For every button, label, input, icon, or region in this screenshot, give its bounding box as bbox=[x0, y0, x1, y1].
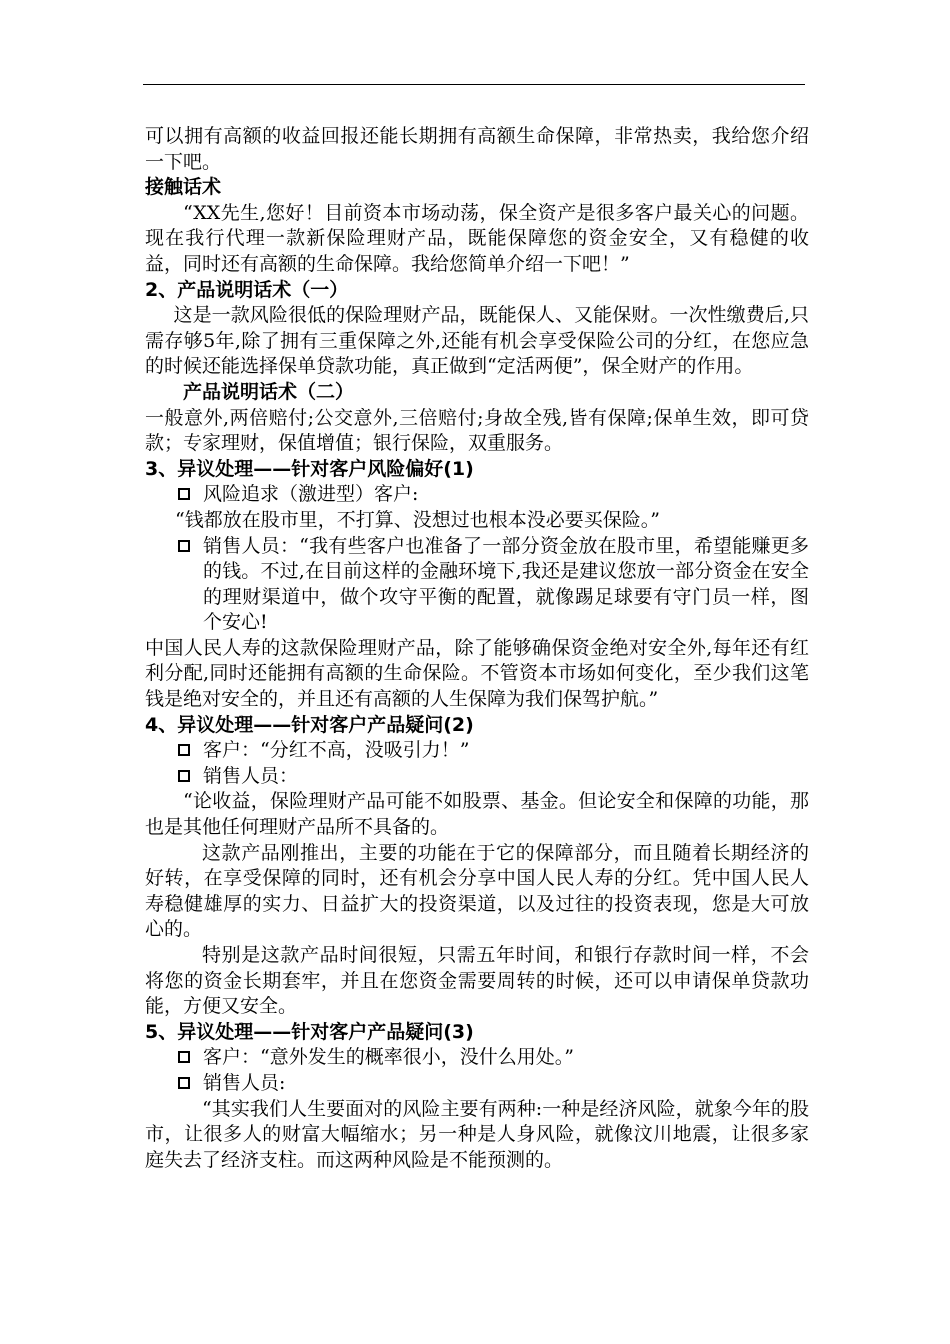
body-paragraph: 一般意外,两倍赔付;公交意外,三倍赔付;身故全残,皆有保障;保单生效，即可贷款；专家理财，保值增值；银行保险，双重服务。 bbox=[145, 406, 809, 455]
section-heading: 2、产品说明话术（一） bbox=[145, 278, 349, 301]
body-paragraph: 这是一款风险很低的保险理财产品，既能保人、又能保财。一次性缴费后,只需存够5年,除了拥有三重保障之外,还能有机会享受保险公司的分红，在您应急的时候还能选择保单贷款功能，真正做到“定活两便”，保全财产的作用。 bbox=[145, 304, 809, 378]
list-item: 销售人员：“我有些客户也准备了一部分资金放在股市里，希望能赚更多的钱。不过,在目前这样的金融环境下,我还是建议您放一部分资金在安全的理财渠道中，做个攻守平衡的配置，就像踢足球要有守门员一样，图个安心! bbox=[145, 534, 809, 636]
list-item: 客户：“分红不高，没吸引力！” bbox=[145, 738, 809, 764]
body-paragraph: 可以拥有高额的收益回报还能长期拥有高额生命保障，非常热卖，我给您介绍一下吧。 bbox=[145, 125, 809, 173]
list-item: 销售人员： bbox=[145, 764, 809, 790]
section-heading: 接触话术 bbox=[145, 176, 222, 199]
document-body bbox=[145, 124, 809, 1173]
checkbox-bullet-icon bbox=[178, 540, 190, 552]
body-paragraph: 特别是这款产品时间很短，只需五年时间，和银行存款时间一样，不会将您的资金长期套牢，并且在您资金需要周转的时候，还可以申请保单贷款功能，方便又安全。 bbox=[145, 944, 809, 1018]
list-item: 客户：“意外发生的概率很小，没什么用处。” bbox=[145, 1045, 809, 1071]
body-paragraph: “XX先生,您好！目前资本市场动荡，保全资产是很多客户最关心的问题。现在我行代理一款新保险理财产品，既能保障您的资金安全，又有稳健的收益，同时还有高额的生命保障。我给您简单介绍一下吧！” bbox=[145, 201, 809, 275]
checkbox-bullet-icon bbox=[178, 488, 190, 500]
list-item: 风险追求（激进型）客户: bbox=[145, 482, 809, 508]
body-paragraph: 这款产品刚推出，主要的功能在于它的保障部分，而且随着长期经济的好转，在享受保障的同时，还有机会分享中国人民人寿的分红。凭中国人民人寿稳健雄厚的实力、日益扩大的投资渠道，以及过往的投资表现，您是大可放心的。 bbox=[145, 841, 809, 941]
body-paragraph: 中国人民人寿的这款保险理财产品，除了能够确保资金绝对安全外,每年还有红利分配,同时还能拥有高额的生命保险。不管资本市场如何变化，至少我们这笔钱是绝对安全的，并且还有高额的人生保障为我们保驾护航。” bbox=[145, 636, 809, 711]
checkbox-bullet-icon bbox=[178, 1051, 190, 1063]
checkbox-bullet-icon bbox=[178, 744, 190, 756]
body-paragraph: “其实我们人生要面对的风险主要有两种:一种是经济风险，就象今年的股市，让很多人的财富大幅缩水；另一种是人身风险，就像汶川地震，让很多家庭失去了经济支柱。而这两种风险是不能预测的。 bbox=[145, 1097, 809, 1171]
header-rule bbox=[143, 84, 805, 85]
section-heading: 3、异议处理——针对客户风险偏好(1) bbox=[145, 457, 474, 480]
body-paragraph: “钱都放在股市里，不打算、没想过也根本没必要买保险。” bbox=[175, 508, 660, 531]
section-heading: 产品说明话术（二） bbox=[183, 380, 355, 403]
list-item: 销售人员: bbox=[145, 1071, 809, 1097]
checkbox-bullet-icon bbox=[178, 770, 190, 782]
checkbox-bullet-icon bbox=[178, 1077, 190, 1089]
section-heading: 4、异议处理——针对客户产品疑问(2) bbox=[145, 713, 474, 736]
section-heading: 5、异议处理——针对客户产品疑问(3) bbox=[145, 1020, 474, 1043]
body-paragraph: “论收益，保险理财产品可能不如股票、基金。但论安全和保障的功能，那也是其他任何理财产品所不具备的。 bbox=[145, 790, 809, 839]
